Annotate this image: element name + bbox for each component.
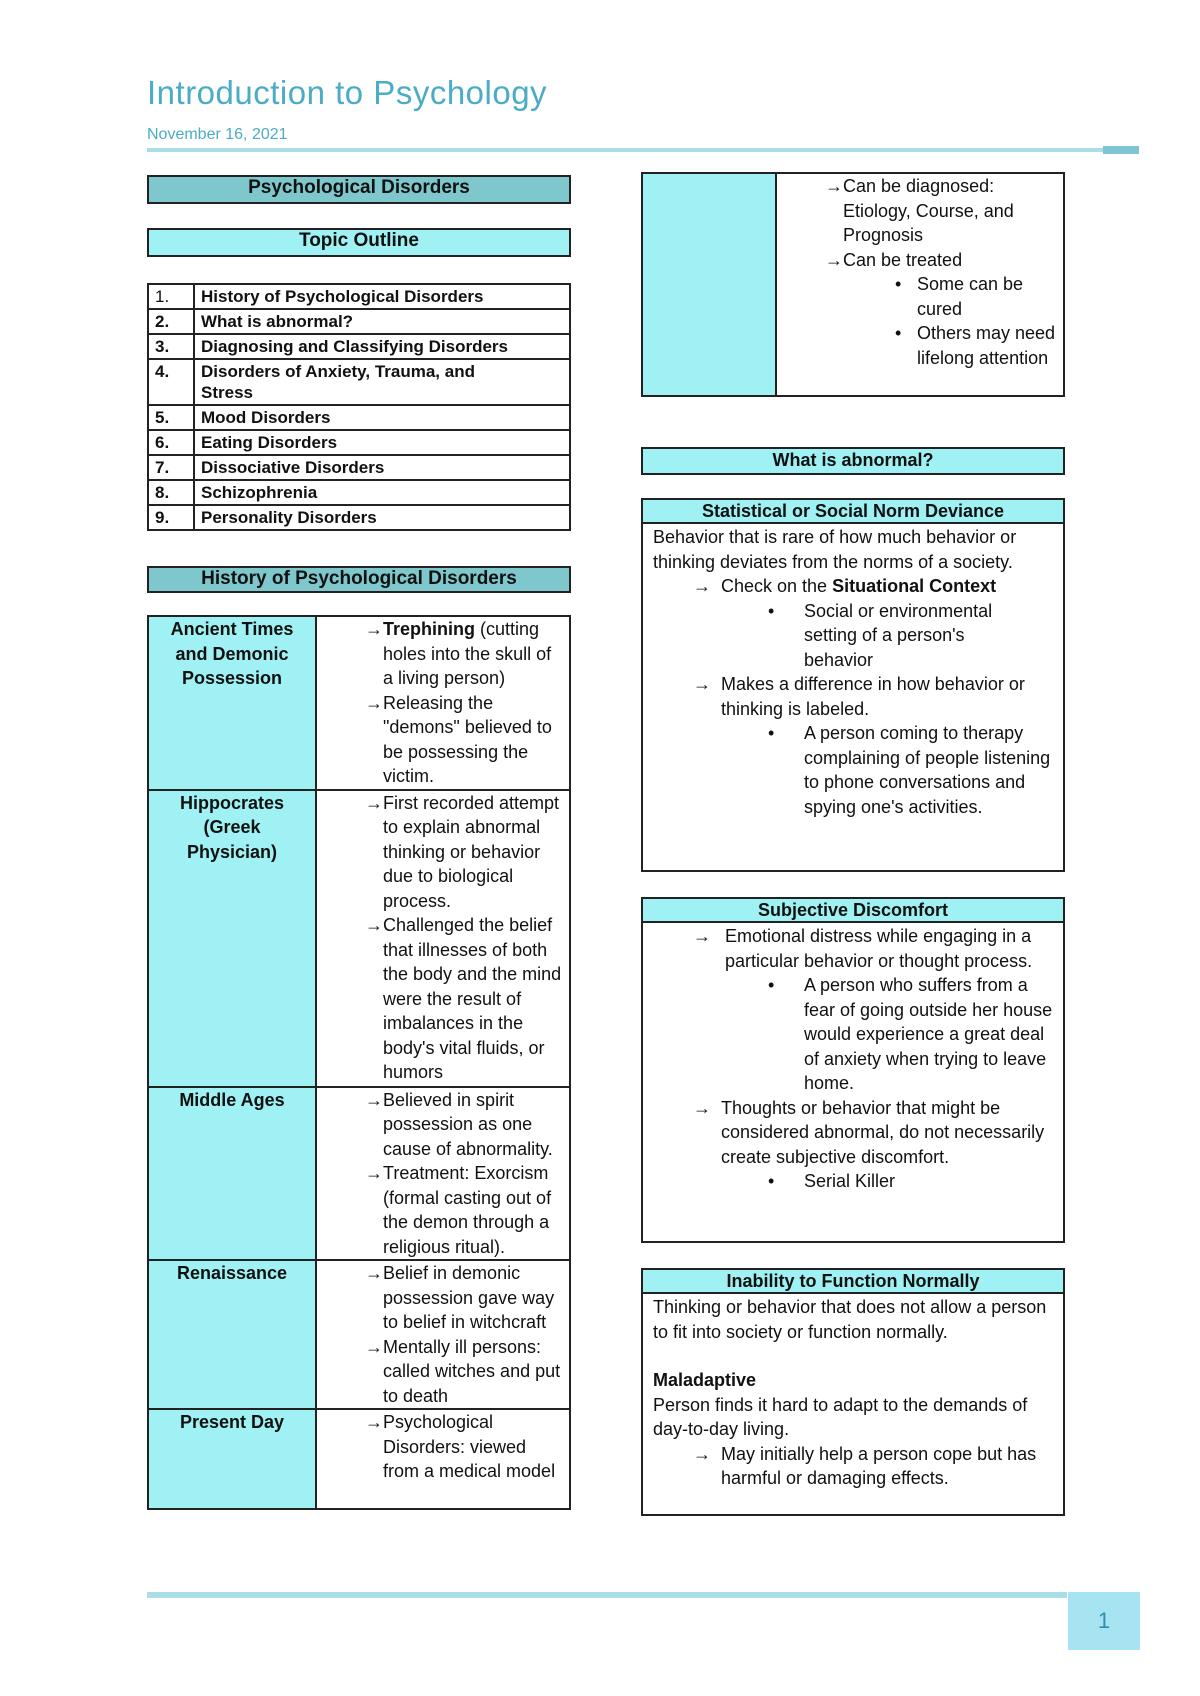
table-row [148, 480, 570, 505]
note-text: A person coming to therapy complaining of people listening to phone conversations and spying one's activities. [804, 723, 1051, 817]
arrow-icon: → [693, 1097, 711, 1118]
box-body [643, 1294, 1063, 1493]
box-body [643, 923, 1063, 1196]
outline-number: 8. [148, 480, 194, 505]
table-row [148, 1409, 570, 1509]
outline-item: Personality Disorders [194, 505, 570, 530]
arrow-icon: → [365, 1336, 383, 1357]
term-bold: Trephining [383, 619, 475, 639]
era-description [776, 173, 1064, 396]
topic-outline-table [147, 283, 571, 531]
outline-item: Dissociative Disorders [194, 455, 570, 480]
note-text: Mentally ill persons: called witches and put to death [383, 1336, 561, 1406]
arrow-icon: → [365, 1263, 383, 1283]
note-text: Treatment: Exorcism (formal casting out of the demon through a religious ritual). [383, 1163, 552, 1257]
outline-item: Disorders of Anxiety, Trauma, and Stress [194, 359, 570, 405]
arrow-icon: → [365, 1089, 383, 1110]
outline-number: 7. [148, 455, 194, 480]
arrow-icon: → [365, 792, 383, 813]
document-title: Introduction to Psychology [147, 74, 548, 111]
bullet-icon: • [768, 723, 775, 743]
arrow-icon: → [693, 926, 711, 946]
section-heading-topic-outline: Topic Outline [147, 228, 571, 257]
table-row [148, 790, 570, 1087]
term-bold: Situational Context [832, 576, 997, 596]
intro-text: Behavior that is rare of how much behavior or thinking deviates from the norms of a society. [653, 527, 1017, 572]
table-row [148, 334, 570, 359]
era-label: Ancient Times and Demonic Possession [148, 616, 316, 790]
note-text: First recorded attempt to explain abnormal thinking or behavior due to biological process. [383, 792, 560, 911]
note-text: Can be diagnosed: Etiology, Course, and Prognosis [843, 176, 1014, 245]
bullet-icon: • [768, 1171, 775, 1191]
bullet-icon: • [895, 323, 902, 343]
note-text: Psychological Disorders: viewed from a medical model [383, 1412, 556, 1481]
arrow-icon: → [693, 1443, 711, 1464]
era-label: Renaissance [148, 1260, 316, 1409]
header-rule-accent [1103, 146, 1139, 154]
arrow-icon: → [693, 576, 711, 596]
arrow-icon: → [365, 1163, 383, 1183]
note-text: Makes a difference in how behavior or thinking is labeled. [721, 674, 1025, 719]
note-text: Some can be cured [917, 274, 1024, 319]
sub-heading: Maladaptive [653, 1370, 757, 1390]
header-rule [147, 148, 1103, 152]
era-description [316, 1260, 570, 1409]
era-label-empty [642, 173, 776, 396]
arrow-icon: → [825, 176, 843, 196]
era-label: Hippocrates (Greek Physician) [148, 790, 316, 1087]
outline-number: 1. [148, 284, 194, 309]
era-description [316, 616, 570, 790]
arrow-icon: → [693, 674, 711, 694]
section-heading-what-is-abnormal: What is abnormal? [641, 447, 1065, 475]
subjective-discomfort-box [641, 897, 1065, 1243]
statistical-deviance-box [641, 498, 1065, 872]
table-row [148, 359, 570, 405]
table-row [148, 616, 570, 790]
footer-rule [147, 1592, 1067, 1598]
table-row [148, 505, 570, 530]
outline-number: 4. [148, 359, 194, 405]
outline-number: 9. [148, 505, 194, 530]
table-row [148, 284, 570, 309]
note-text: Emotional distress while engaging in a particular behavior or thought process. [725, 926, 1033, 971]
page-number: 1 [1068, 1592, 1140, 1650]
term-rest: (cutting holes into the skull of a living person) [383, 619, 552, 688]
outline-item: History of Psychological Disorders [194, 284, 570, 309]
outline-number: 6. [148, 430, 194, 455]
note-text: Believed in spirit possession as one cause of abnormality. [383, 1089, 553, 1159]
note-text: Thoughts or behavior that might be considered abnormal, do not necessarily create subjective discomfort. [721, 1097, 1045, 1167]
table-row [148, 405, 570, 430]
section-heading-history: History of Psychological Disorders [147, 566, 571, 593]
intro-text: Thinking or behavior that does not allow a person to fit into society or function normally. [653, 1297, 1047, 1342]
bullet-icon: • [768, 600, 775, 621]
history-table [147, 615, 571, 1510]
outline-item: Diagnosing and Classifying Disorders [194, 334, 570, 359]
table-row [148, 1260, 570, 1409]
table-row [148, 1087, 570, 1261]
arrow-icon: → [825, 249, 843, 270]
note-text: May initially help a person cope but has harmful or damaging effects. [721, 1443, 1037, 1488]
section-heading-psychological-disorders: Psychological Disorders [147, 175, 571, 204]
era-description [316, 1087, 570, 1261]
arrow-icon: → [365, 619, 383, 639]
outline-number: 5. [148, 405, 194, 430]
history-table-continued [641, 172, 1065, 397]
outline-item: Mood Disorders [194, 405, 570, 430]
table-row [148, 309, 570, 334]
bullet-icon: • [895, 274, 902, 294]
note-text: Can be treated [843, 249, 963, 270]
note-text: Check on the [721, 576, 833, 596]
outline-number: 2. [148, 309, 194, 334]
arrow-icon: → [365, 915, 383, 935]
note-text: Belief in demonic possession gave way to belief in witchcraft [383, 1263, 555, 1332]
table-row [642, 173, 1064, 396]
arrow-icon: → [365, 692, 383, 713]
outline-item: Eating Disorders [194, 430, 570, 455]
outline-item: Schizophrenia [194, 480, 570, 505]
outline-item: What is abnormal? [194, 309, 570, 334]
inability-to-function-box [641, 1268, 1065, 1516]
box-heading: Subjective Discomfort [643, 899, 1063, 923]
bullet-icon: • [768, 975, 775, 995]
era-label: Middle Ages [148, 1087, 316, 1261]
document-date: November 16, 2021 [147, 126, 288, 143]
intro-text: Person finds it hard to adapt to the demands of day-to-day living. [653, 1394, 1028, 1439]
note-text: Challenged the belief that illnesses of both the body and the mind were the result of imbalances in the body's vital fluids, or humors [383, 915, 562, 1082]
box-heading: Inability to Function Normally [643, 1270, 1063, 1294]
note-text: A person who suffers from a fear of going outside her house would experience a great deal of anxiety when trying to leave home. [804, 975, 1053, 1093]
note-text: Releasing the "demons" believed to be possessing the victim. [383, 692, 552, 786]
era-description [316, 1409, 570, 1509]
era-label: Present Day [148, 1409, 316, 1509]
outline-number: 3. [148, 334, 194, 359]
era-description [316, 790, 570, 1087]
note-text: Others may need lifelong attention [917, 323, 1056, 368]
arrow-icon: → [365, 1412, 383, 1432]
table-row [148, 455, 570, 480]
box-heading: Statistical or Social Norm Deviance [643, 500, 1063, 524]
note-text: Serial Killer [804, 1171, 896, 1191]
note-text: Social or environmental setting of a person's behavior [804, 600, 993, 670]
table-row [148, 430, 570, 455]
box-body [643, 524, 1063, 821]
